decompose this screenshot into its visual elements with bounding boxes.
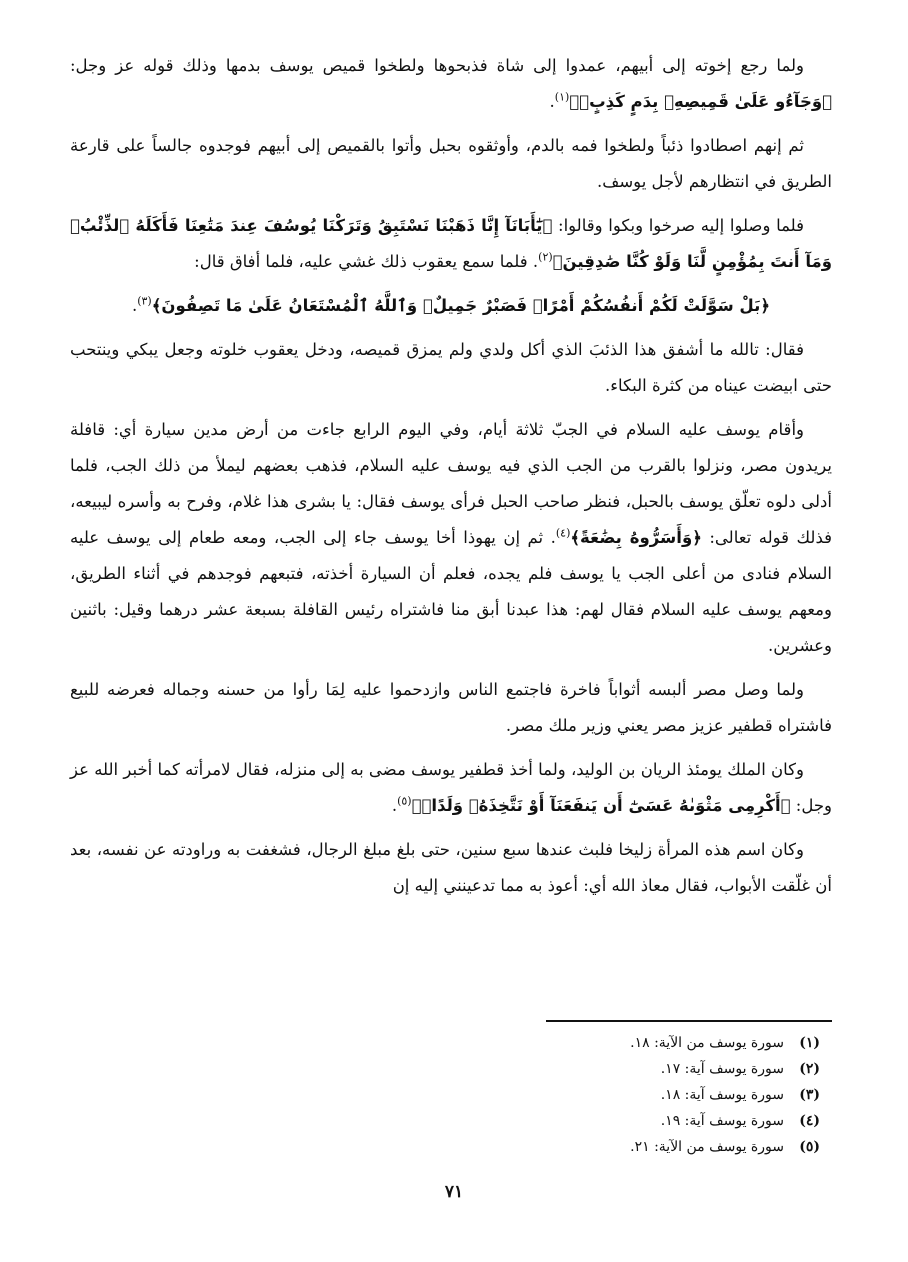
footnote-text: سورة يوسف من الآية: ٢١.	[630, 1139, 784, 1155]
footnote-text: سورة يوسف آية: ١٨.	[660, 1087, 784, 1103]
footnote	[420, 1030, 820, 1056]
page-number: ٧١	[444, 1182, 464, 1202]
paragraph	[70, 672, 832, 744]
paragraph	[70, 208, 832, 280]
footnote-text: سورة يوسف من الآية: ١٨.	[630, 1035, 784, 1051]
paragraph	[70, 412, 832, 664]
footnote	[420, 1056, 820, 1082]
footnote-ref: (٥)	[397, 794, 412, 808]
paragraph-text: . فلما سمع يعقوب ذلك غشي عليه، فلما أفاق قال:	[194, 252, 539, 271]
paragraph-text: .	[391, 796, 398, 815]
paragraph-text: . ثم إن يهوذا أخا يوسف جاء إلى الجب، ومعه طعام إلى يوسف عليه السلام فنادى من أعلى الجب يا يوسف فلم يجده، فعلم أن السيارة أخذته، فتبعهم فوجدهم في أثناء الطريق، ومعهم يوسف عليه السلام فقال لهم: هذا عبدنا أبق منا فاشتراه رئيس القافلة بسبعة عشر درهما وقيل: باثنين وعشرين.	[70, 528, 832, 655]
footnote	[420, 1082, 820, 1108]
footnote-number: (٣)	[799, 1087, 820, 1103]
footnote-ref: (٣)	[137, 294, 152, 308]
paragraph-text: وكان الملك يومئذ الريان بن الوليد، ولما أخذ قطفير يوسف مضى به إلى منزله، فقال لامرأته كما أخبر الله عز وجل:	[70, 760, 832, 815]
paragraph	[70, 128, 832, 200]
quran-verse: ﴿بَلْ سَوَّلَتْ لَكُمْ أَنفُسُكُمْ أَمْرًاۖ فَصَبْرٌ جَمِيلٌۖ وَٱللَّهُ ٱلْمُسْتَعَانُ عَلَىٰ مَا تَصِفُونَ﴾	[151, 296, 771, 315]
paragraph-text: وكان اسم هذه المرأة زليخا فلبث عندها سبع سنين، حتى بلغ مبلغ الرجال، فشغفت به وراودته عن نفسه، بعد أن غلّقت الأبواب، فقال معاذ الله أي: أعوذ به مما تدعينني إليه إن	[70, 840, 832, 895]
paragraph-text: ولما رجع إخوته إلى أبيهم، عمدوا إلى شاة فذبحوها ولطخوا قميص يوسف بدمها وذلك قوله عز وجل:	[70, 56, 804, 75]
page-body	[70, 48, 832, 912]
footnote	[420, 1108, 820, 1134]
quran-verse: ﴿وَجَآءُو عَلَىٰ قَمِيصِهِۦ بِدَمٍ كَذِبٍۚ﴾	[569, 92, 832, 111]
paragraph	[70, 48, 832, 120]
footnote-number: (٥)	[799, 1139, 820, 1155]
paragraph-text: .	[549, 92, 555, 111]
footnote-divider	[546, 1020, 832, 1022]
quran-verse: ﴿يَٰٓأَبَانَآ إِنَّا ذَهَبْنَا نَسْتَبِقُ وَتَرَكْنَا يُوسُفَ عِندَ مَتَٰعِنَا فَأَكَلَهُ ٱلذِّئْبُۖ وَمَآ أَنتَ بِمُؤْمِنٍ لَّنَا وَلَوْ كُنَّا صَٰدِقِينَ﴾	[70, 216, 832, 271]
paragraph-text: وأقام يوسف عليه السلام في الجبّ ثلاثة أيام، وفي اليوم الرابع جاءت من أرض مدين سيارة أي: قافلة يريدون مصر، ونزلوا بالقرب من الجب الذي فيه يوسف عليه السلام، فذهب بعضهم ليملأ من ذلك الجب، فلما أدلى دلوه تعلّق يوسف بالحبل، فنظر صاحب الحبل فرأى يوسف فقال: يا بشرى هذا غلام، وفرح به وأسره ليبيعه، فذلك قوله تعالى:	[70, 420, 833, 547]
footnotes-list	[420, 1030, 820, 1160]
footnote-ref: (١)	[554, 90, 570, 104]
footnote-number: (٢)	[799, 1061, 820, 1077]
paragraph-text: فلما وصلوا إليه صرخوا وبكوا وقالوا:	[552, 216, 804, 235]
paragraph-text: .	[131, 296, 138, 315]
footnote-number: (٤)	[799, 1113, 820, 1129]
paragraph	[70, 752, 832, 824]
footnote-ref: (٤)	[555, 526, 571, 540]
footnote-text: سورة يوسف آية: ١٧.	[660, 1061, 784, 1077]
paragraph	[70, 332, 832, 404]
quran-verse: ﴿وَأَسَرُّوهُ بِضَٰعَةً﴾	[570, 528, 702, 547]
paragraph-text: ثم إنهم اصطادوا ذئباً ولطخوا فمه بالدم، وأوثقوه بحبل وأتوا بالقميص إلى أبيهم فوجدوه جالساً على قارعة الطريق في انتظارهم لأجل يوسف.	[70, 136, 832, 191]
paragraph-text: فقال: تالله ما أشفق هذا الذئبَ الذي أكل ولدي ولم يمزق قميصه، ودخل يعقوب خلوته وجعل يبكي وينتحب حتى ابيضت عيناه من كثرة البكاء.	[70, 340, 832, 395]
paragraph	[70, 832, 832, 904]
footnote-number: (١)	[799, 1035, 820, 1051]
footnote	[420, 1134, 820, 1160]
quran-verse: ﴿أَكْرِمِى مَثْوَىٰهُ عَسَىٰٓ أَن يَنفَعَنَآ أَوْ نَتَّخِذَهُۥ وَلَدًاۚ﴾	[411, 796, 791, 815]
footnote-text: سورة يوسف آية: ١٩.	[660, 1113, 784, 1129]
paragraph-text: ولما وصل مصر ألبسه أثواباً فاخرة فاجتمع الناس وازدحموا عليه لِمَا رأوا من حسنه وجماله فعرضه للبيع فاشتراه قطفير عزيز مصر يعني وزير ملك مصر.	[70, 680, 832, 735]
footnote-ref: (٢)	[538, 250, 553, 264]
paragraph	[70, 288, 832, 324]
